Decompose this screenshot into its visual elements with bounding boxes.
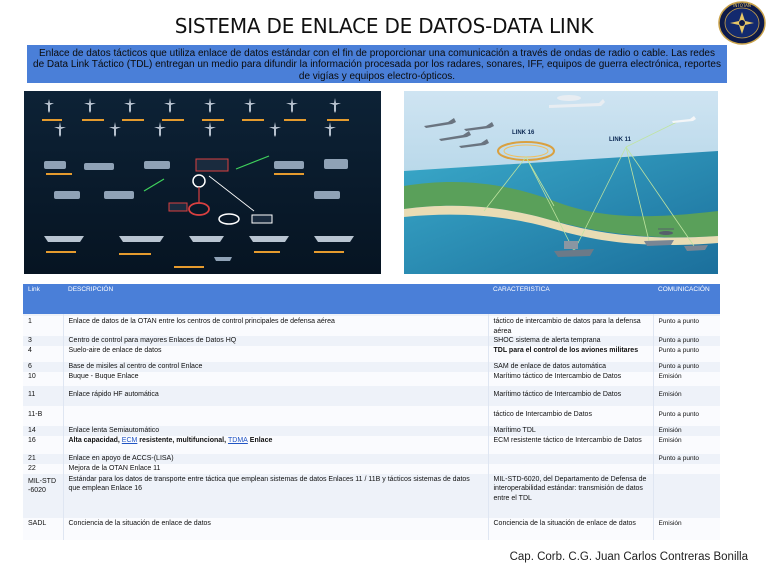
desc-part: Enlace <box>247 437 273 444</box>
institution-seal-logo <box>718 1 766 45</box>
header-caracteristica: CARACTERISTICA <box>488 284 653 314</box>
link-cell: 10 <box>23 372 63 386</box>
description-cell: Buque - Buque Enlace <box>63 372 488 386</box>
table-header-row <box>23 284 720 314</box>
communication-cell: Emisión <box>653 372 720 386</box>
description-cell: Centro de control para mayores Enlaces de Datos HQ <box>63 336 488 346</box>
link-cell: 22 <box>23 464 63 474</box>
header-comunicacion: COMUNICACIÓN <box>653 284 720 314</box>
characteristic-cell: MIL-STD-6020, del Departamento de Defensa de interoperabilidad estándar: transmisión de datos entre el TDL <box>488 474 653 518</box>
communication-cell: Punto a punto <box>653 362 720 372</box>
communication-cell: Punto a punto <box>653 346 720 362</box>
description-cell: Conciencia de la situación de enlace de datos <box>63 518 488 540</box>
table-row <box>23 316 720 336</box>
characteristic-cell: SAM de enlace de datos automática <box>488 362 653 372</box>
communication-cell <box>653 464 720 474</box>
table-row <box>23 362 720 372</box>
description-cell: Enlace lenta Semiautomático <box>63 426 488 436</box>
communication-cell: Emisión <box>653 436 720 454</box>
link16-link11-scenario-image <box>404 91 718 274</box>
link-cell: 4 <box>23 346 63 362</box>
link-cell: SADL <box>23 518 63 540</box>
table-row <box>23 454 720 464</box>
description-cell: Enlace de datos de la OTAN entre los centros de control principales de defensa aérea <box>63 316 488 336</box>
characteristic-cell: Marítimo táctico de Intercambio de Datos <box>488 386 653 406</box>
characteristic-cell: Marítimo TDL <box>488 426 653 436</box>
communication-cell: Emisión <box>653 426 720 436</box>
characteristic-cell <box>488 454 653 464</box>
link-cell: MIL-STD-6020 <box>23 474 63 518</box>
tactical-network-infographic <box>24 91 381 274</box>
characteristic-cell: táctico de intercambio de datos para la defensa aérea <box>488 316 653 336</box>
link11-label: LINK 11 <box>609 137 632 143</box>
link-cell: 11 <box>23 386 63 406</box>
communication-cell: Punto a punto <box>653 316 720 336</box>
table-row <box>23 518 720 540</box>
header-descripcion: DESCRIPCIÓN <box>63 284 488 314</box>
description-cell: Estándar para los datos de transporte entre táctica que emplean sistemas de datos Enlaces 11 / 11B y tácticos sistemas de datos que emplean Enlace 16 <box>63 474 488 518</box>
communication-cell: Punto a punto <box>653 454 720 464</box>
ecm-link[interactable]: ECM <box>121 437 138 444</box>
communication-cell: Emisión <box>653 518 720 540</box>
description-cell: Enlace en apoyo de ACCS-(LISA) <box>63 454 488 464</box>
characteristic-cell: TDL para el control de los aviones militares <box>488 346 653 362</box>
desc-part: Alta capacidad, <box>68 437 122 444</box>
header-link: Link <box>23 284 63 314</box>
link-cell: 6 <box>23 362 63 372</box>
table-row <box>23 346 720 362</box>
data-link-table <box>23 284 720 540</box>
table-row <box>23 386 720 406</box>
characteristic-cell: Conciencia de la situación de enlace de datos <box>488 518 653 540</box>
description-cell <box>63 436 488 454</box>
link-cell: 14 <box>23 426 63 436</box>
description-cell: Base de misiles al centro de control Enlace <box>63 362 488 372</box>
table-row <box>23 464 720 474</box>
link-cell: 3 <box>23 336 63 346</box>
author-footer: Cap. Corb. C.G. Juan Carlos Contreras Bonilla <box>509 551 748 563</box>
communication-cell <box>653 474 720 518</box>
table-row <box>23 474 720 518</box>
link-cell: 11-B <box>23 406 63 426</box>
definition-banner: Enlace de datos tácticos que utiliza enlace de datos estándar con el fin de proporcionar una comunicación a través de ondas de radio o cable. Las redes de Data Link Táctico (TDL) entregan un medio para difundir la información procesada por los radares, sonares, IFF, equipos de guerra electrónica, reportes de vigías y equipos electro-ópticos. <box>27 45 727 83</box>
table-row <box>23 426 720 436</box>
link16-label: LINK 16 <box>512 130 535 136</box>
page-title: SISTEMA DE ENLACE DE DATOS-DATA LINK <box>174 14 594 38</box>
table-row <box>23 406 720 426</box>
communication-cell: Emisión <box>653 386 720 406</box>
characteristic-cell: ECM resistente táctico de Intercambio de Datos <box>488 436 653 454</box>
table-row <box>23 372 720 386</box>
tdma-link[interactable]: TDMA <box>228 437 248 444</box>
table-row <box>23 336 720 346</box>
svg-text:INTOTAN: INTOTAN <box>733 3 751 8</box>
link-cell: 1 <box>23 316 63 336</box>
description-cell <box>63 406 488 426</box>
characteristic-cell <box>488 464 653 474</box>
communication-cell: Punto a punto <box>653 406 720 426</box>
characteristic-cell: SHOC sistema de alerta temprana <box>488 336 653 346</box>
table-row <box>23 436 720 454</box>
description-cell: Enlace rápido HF automática <box>63 386 488 406</box>
description-cell: Mejora de la OTAN Enlace 11 <box>63 464 488 474</box>
link-cell: 21 <box>23 454 63 464</box>
characteristic-cell: Marítimo táctico de Intercambio de Datos <box>488 372 653 386</box>
desc-part: resistente, multifuncional, <box>137 437 228 444</box>
link-cell: 16 <box>23 436 63 454</box>
description-cell: Suelo-aire de enlace de datos <box>63 346 488 362</box>
communication-cell: Punto a punto <box>653 336 720 346</box>
characteristic-cell: táctico de Intercambio de Datos <box>488 406 653 426</box>
